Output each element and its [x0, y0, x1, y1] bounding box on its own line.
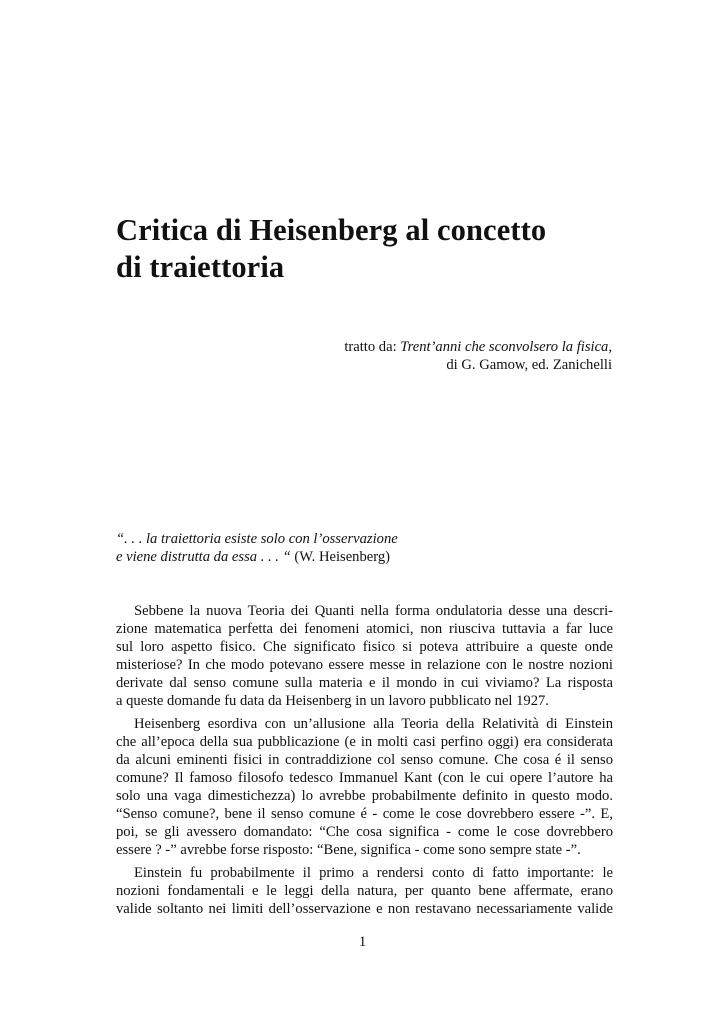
paragraph-3	[116, 864, 613, 918]
epigraph-author: (W. Heisenberg)	[290, 549, 391, 565]
epigraph-line-2: e viene distrutta da essa . . . “	[116, 549, 291, 565]
title-line-1: Critica di Heisenberg al concetto	[116, 213, 547, 247]
paragraph-line: derivate dal senso comune sulla materia e il mondo in cui viviamo? La risposta	[116, 675, 613, 691]
paragraph-line: sul loro aspetto fisico. Che significato fisico si poteva attribuire a queste onde	[116, 639, 613, 655]
paragraph-line: da alcuni eminenti fisici in contraddizione col senso comune. Che cosa é il senso	[116, 752, 613, 768]
source-book-title: Trent’anni che sconvolsero la fisica,	[400, 339, 612, 355]
paragraph-line: poi, se gli avessero domandato: “Che cosa significa - come le cose dovrebbero	[116, 824, 613, 840]
paragraph-line: a queste domande fu data da Heisenberg in un lavoro pubblicato nel 1927.	[116, 693, 549, 709]
paragraph-line: comune? Il famoso filosofo tedesco Immanuel Kant (con le cui opere l’autore ha	[116, 770, 613, 786]
paragraph-line: Einstein fu probabilmente il primo a rendersi conto di fatto importante: le	[134, 865, 613, 881]
source-attribution	[344, 338, 612, 374]
paragraph-2	[116, 715, 613, 859]
paragraph-line: Sebbene la nuova Teoria dei Quanti nella forma ondulatoria desse una descri-	[134, 603, 613, 619]
paragraph-line: “Senso comune?, bene il senso comune é - come le cose dovrebbero essere -”. E,	[116, 806, 613, 822]
source-author-publisher: di G. Gamow, ed. Zanichelli	[446, 357, 612, 373]
paragraph-line: valide soltanto nei limiti dell’osservazione e non restavano necessariamente valide	[116, 901, 613, 917]
body-text	[116, 602, 613, 923]
paragraph-line: solo una vaga dimestichezza) lo avrebbe probabilmente definito in questo modo.	[116, 788, 613, 804]
epigraph-line-1: “. . . la traiettoria esiste solo con l’osservazione	[116, 531, 398, 547]
title-line-2: di traiettoria	[116, 250, 285, 284]
paragraph-line: misteriose? In che modo potevano essere messe in relazione con le nostre nozioni	[116, 657, 613, 673]
paragraph-line: essere ? -” avrebbe forse risposto: “Bene, significa - come sono sempre state -”.	[116, 842, 581, 858]
paragraph-line: che all’epoca della sua pubblicazione (e in molti casi perfino oggi) era considerata	[116, 734, 613, 750]
paragraph-line: nozioni fondamentali e le leggi della natura, per quanto bene affermate, erano	[116, 883, 613, 899]
page-number: 1	[358, 934, 367, 950]
source-prefix: tratto da:	[344, 339, 401, 355]
paragraph-line: Heisenberg esordiva con un’allusione alla Teoria della Relatività di Einstein	[134, 716, 613, 732]
document-title	[116, 212, 636, 286]
paragraph-line: zione matematica perfetta dei fenomeni atomici, non riusciva tuttavia a far luce	[116, 621, 613, 637]
epigraph	[116, 530, 398, 566]
paragraph-1	[116, 602, 613, 710]
